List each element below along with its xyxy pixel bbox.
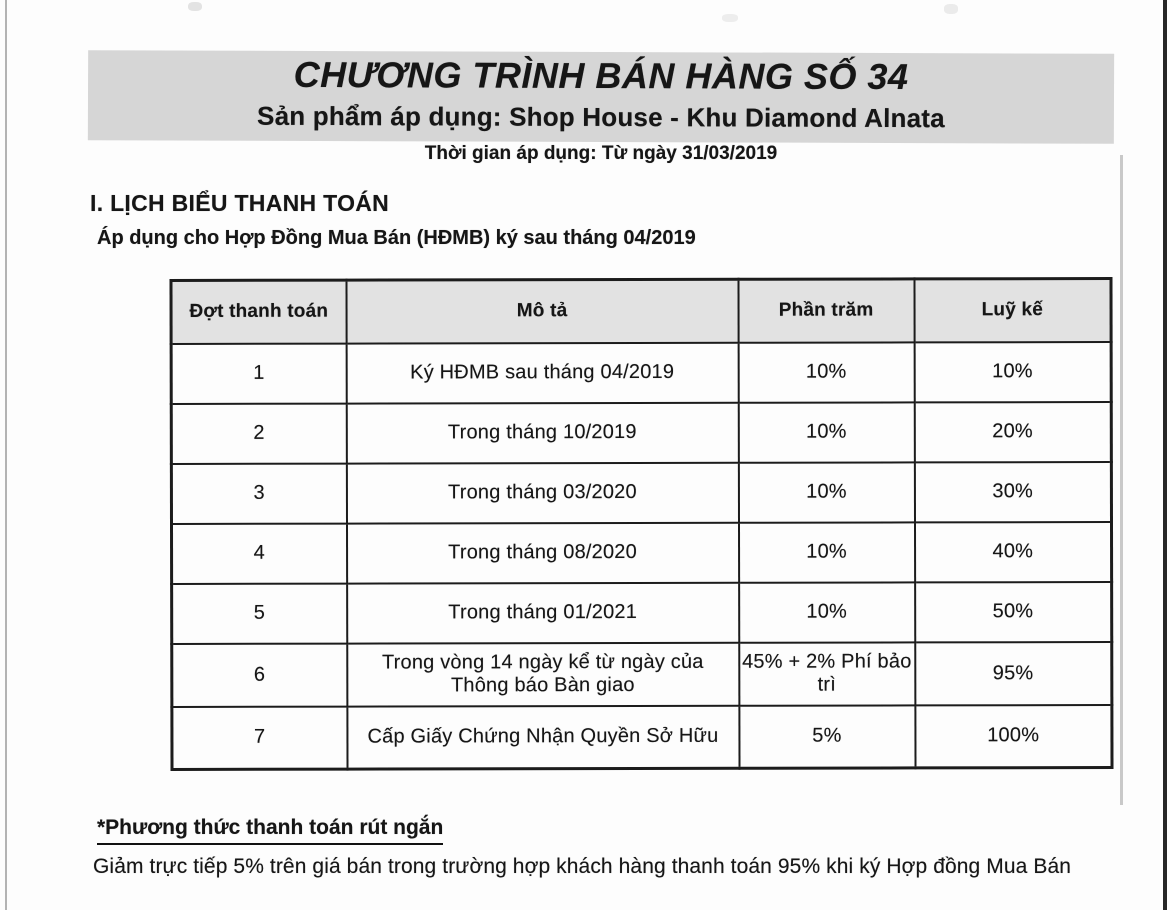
- scan-artifact-gray-line: [1120, 155, 1123, 805]
- cell-description: Ký HĐMB sau tháng 04/2019: [346, 342, 738, 403]
- cell-installment: 2: [171, 403, 346, 463]
- scan-edge-left-line: [5, 0, 7, 910]
- cell-description: Cấp Giấy Chứng Nhận Quyền Sở Hữu: [347, 705, 739, 769]
- cell-description: Trong tháng 10/2019: [346, 402, 738, 463]
- cell-cumulative: 50%: [915, 582, 1112, 642]
- cell-percent: 10%: [738, 522, 914, 582]
- cell-installment: 7: [172, 706, 347, 769]
- cell-percent: 10%: [738, 402, 914, 462]
- scan-smudge: [188, 2, 202, 11]
- document-title: CHƯƠNG TRÌNH BÁN HÀNG SỐ 34: [293, 53, 909, 98]
- col-header-description: Mô tả: [346, 279, 738, 343]
- section-subheading: Áp dụng cho Hợp Đồng Mua Bán (HĐMB) ký sau tháng 04/2019: [97, 227, 696, 249]
- table-row: [171, 342, 1111, 404]
- table-row: [172, 642, 1112, 707]
- cell-installment: 5: [172, 583, 347, 643]
- table-row: [171, 462, 1111, 524]
- cell-cumulative: 30%: [914, 462, 1111, 522]
- footnote-body: Giảm trực tiếp 5% trên giá bán trong trường hợp khách hàng thanh toán 95% khi ký Hợp đồng Mua Bán: [93, 855, 1072, 878]
- cell-installment: 1: [171, 343, 346, 403]
- col-header-cumulative: Luỹ kế: [914, 279, 1111, 342]
- footnote-title: *Phương thức thanh toán rút ngắn: [97, 816, 443, 845]
- cell-description: Trong tháng 08/2020: [346, 522, 738, 583]
- col-header-percent: Phần trăm: [738, 279, 914, 342]
- cell-installment: 3: [171, 463, 346, 523]
- table-row: [172, 582, 1112, 644]
- cell-cumulative: 10%: [914, 342, 1111, 402]
- table-row: [171, 522, 1111, 584]
- cell-percent: 45% + 2% Phí bảo trì: [739, 642, 915, 705]
- cell-installment: 6: [172, 643, 347, 706]
- cell-cumulative: 95%: [915, 642, 1112, 705]
- scan-smudge: [944, 4, 958, 14]
- cell-percent: 5%: [739, 705, 915, 768]
- cell-percent: 10%: [738, 342, 914, 402]
- apply-period-line: Thời gian áp dụng: Từ ngày 31/03/2019: [424, 143, 778, 164]
- table-header-row: [171, 279, 1111, 344]
- title-banner: [88, 50, 1114, 144]
- table-row: [172, 705, 1112, 770]
- cell-percent: 10%: [739, 582, 915, 642]
- cell-installment: 4: [171, 523, 346, 583]
- payment-schedule-table: [169, 277, 1113, 771]
- cell-percent: 10%: [738, 462, 914, 522]
- section-heading: I. LỊCH BIỂU THANH TOÁN: [90, 190, 390, 216]
- cell-cumulative: 100%: [915, 705, 1112, 768]
- document-subtitle: Sản phẩm áp dụng: Shop House - Khu Diamond Alnata: [257, 100, 945, 134]
- scan-smudge: [722, 14, 738, 22]
- cell-description: Trong vòng 14 ngày kể từ ngày của Thông báo Bàn giao: [347, 642, 739, 706]
- col-header-installment: Đợt thanh toán: [171, 280, 346, 343]
- scan-edge-right-line: [1163, 0, 1167, 910]
- table-row: [171, 402, 1111, 464]
- cell-cumulative: 20%: [914, 402, 1111, 462]
- cell-description: Trong tháng 03/2020: [346, 462, 738, 523]
- cell-description: Trong tháng 01/2021: [347, 582, 739, 643]
- cell-cumulative: 40%: [914, 522, 1111, 582]
